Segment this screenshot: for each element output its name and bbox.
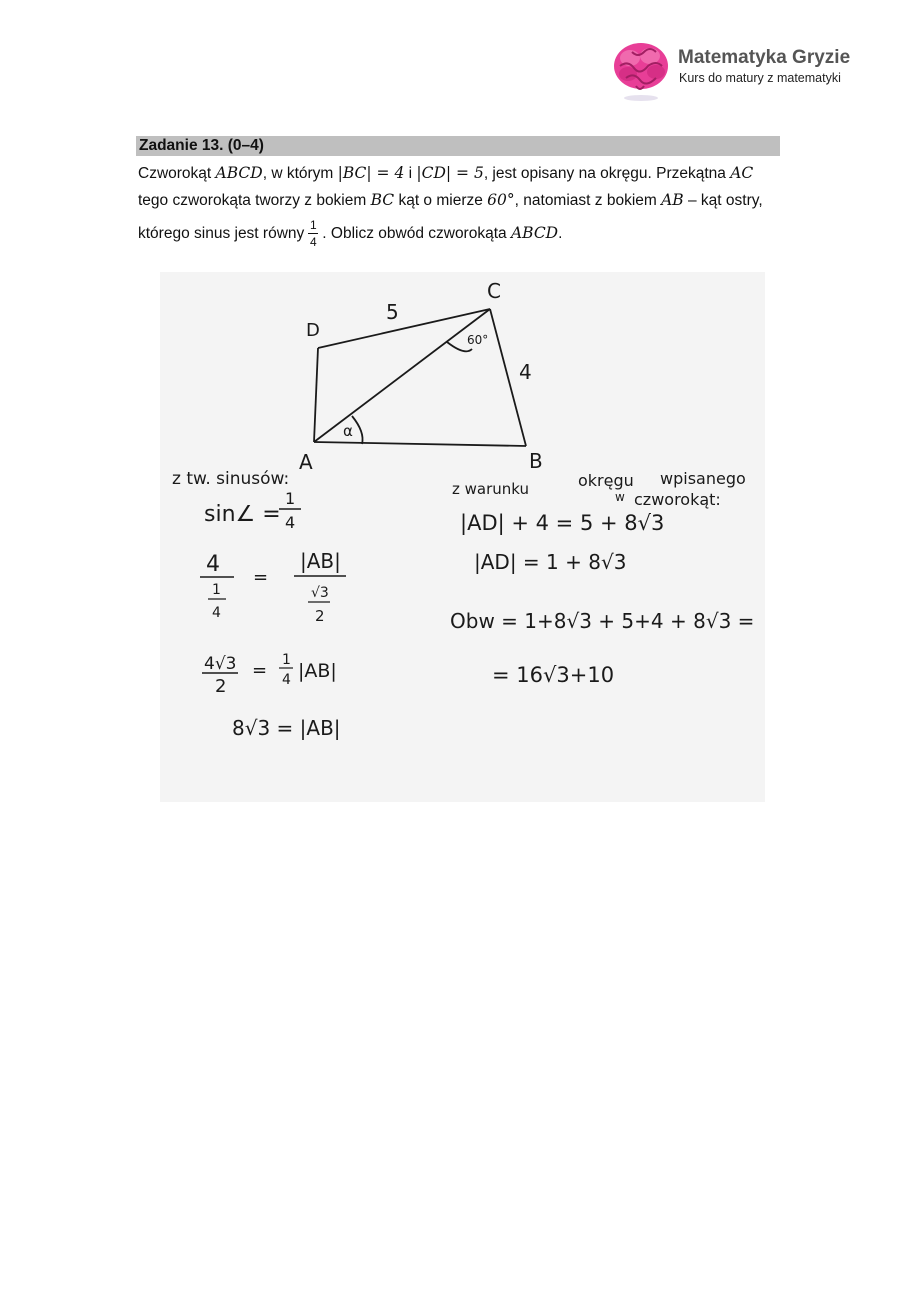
angle-c-label: 60° [467,333,489,347]
brain-logo-icon [612,42,672,104]
side-ab [314,442,526,446]
angle-a-label: α [343,422,353,440]
math-span: 60° [487,191,515,209]
math-span: AC [730,164,754,182]
side-bc-label: 4 [519,360,532,384]
label-d: D [306,320,320,341]
ratio-den-1: 1 [212,582,221,598]
text-span: i [404,165,417,182]
eq-ad-1: |AD| + 4 = 5 + 8√3 [460,511,665,535]
perimeter-eq: Obw = 1+8√3 + 5+4 + 8√3 = [450,609,755,633]
side-da [314,348,318,442]
math-span: |CD| = 5 [416,164,484,182]
math-span: BC [370,191,395,209]
right-heading-2: okręgu [578,471,634,490]
text-span: , w którym [262,165,338,182]
text-span: , jest opisany na okręgu. Przekątna [483,165,731,182]
right-heading-1: z warunku [452,480,530,498]
text-span: kąt o mierze [394,192,488,209]
math-span: AB [661,191,684,209]
task-header-bar [136,136,780,156]
eq-ad-2: |AD| = 1 + 8√3 [474,550,627,574]
ratio-ab: |AB| [300,549,341,573]
quarter-ab: |AB| [298,660,337,682]
result-ab: 8√3 = |AB| [232,716,341,740]
brand-title: Matematyka Gryzie [678,47,851,68]
sin-lhs: sin∠ = [204,502,281,527]
task-line-3 [138,214,798,252]
left-heading: z tw. sinusów: [172,469,290,489]
angle-arc-a [352,416,363,444]
text-span: tego czworokąta tworzy z bokiem [138,192,371,209]
side-cd-label: 5 [386,300,399,324]
frac-4sqrt3: 4√3 [204,654,237,674]
right-heading-3: wpisanego [660,469,746,488]
text-span: . [558,224,563,242]
text-span: . Oblicz obwód czworokąta [322,224,507,242]
task-title: Zadanie 13. (0–4) [139,137,264,154]
right-heading-4: w [615,490,625,504]
handwritten-solution [160,272,765,802]
text-span: którego sinus jest równy [138,224,305,242]
ratio-sqrt3: √3 [311,585,329,601]
fraction-one-fourth [308,219,318,248]
eq-sign: = [252,660,268,681]
fraction-bar [308,233,318,234]
task-statement [138,160,798,252]
ratio-eq: = [253,567,269,588]
text-span: , natomiast z bokiem [514,192,662,209]
solution-drawing [160,272,765,802]
text-span: Czworokąt [138,165,216,182]
quarter-den: 4 [282,672,291,688]
task-line-2 [138,187,798,214]
brand-header [612,42,892,104]
math-span: ABCD [510,223,559,242]
frac-two: 2 [215,676,227,697]
ratio-num-4: 4 [206,552,220,577]
fraction-numerator: 1 [309,217,317,232]
sin-den: 4 [285,513,296,532]
label-a: A [299,450,313,474]
math-span: |BC| = 4 [337,164,405,182]
label-b: B [529,449,543,473]
quarter-num: 1 [282,652,291,668]
math-span: ABCD [215,164,263,182]
right-heading-5: czworokąt: [634,490,721,509]
fraction-denominator: 4 [309,234,317,249]
text-span: – kąt ostry, [683,192,763,209]
perimeter-result: = 16√3+10 [492,663,615,687]
ratio-two: 2 [315,607,325,625]
label-c: C [487,279,501,303]
sin-num: 1 [285,489,296,508]
task-line-1 [138,160,798,187]
brand-subtitle: Kurs do matury z matematyki [679,71,841,85]
ratio-den-4: 4 [212,605,221,621]
